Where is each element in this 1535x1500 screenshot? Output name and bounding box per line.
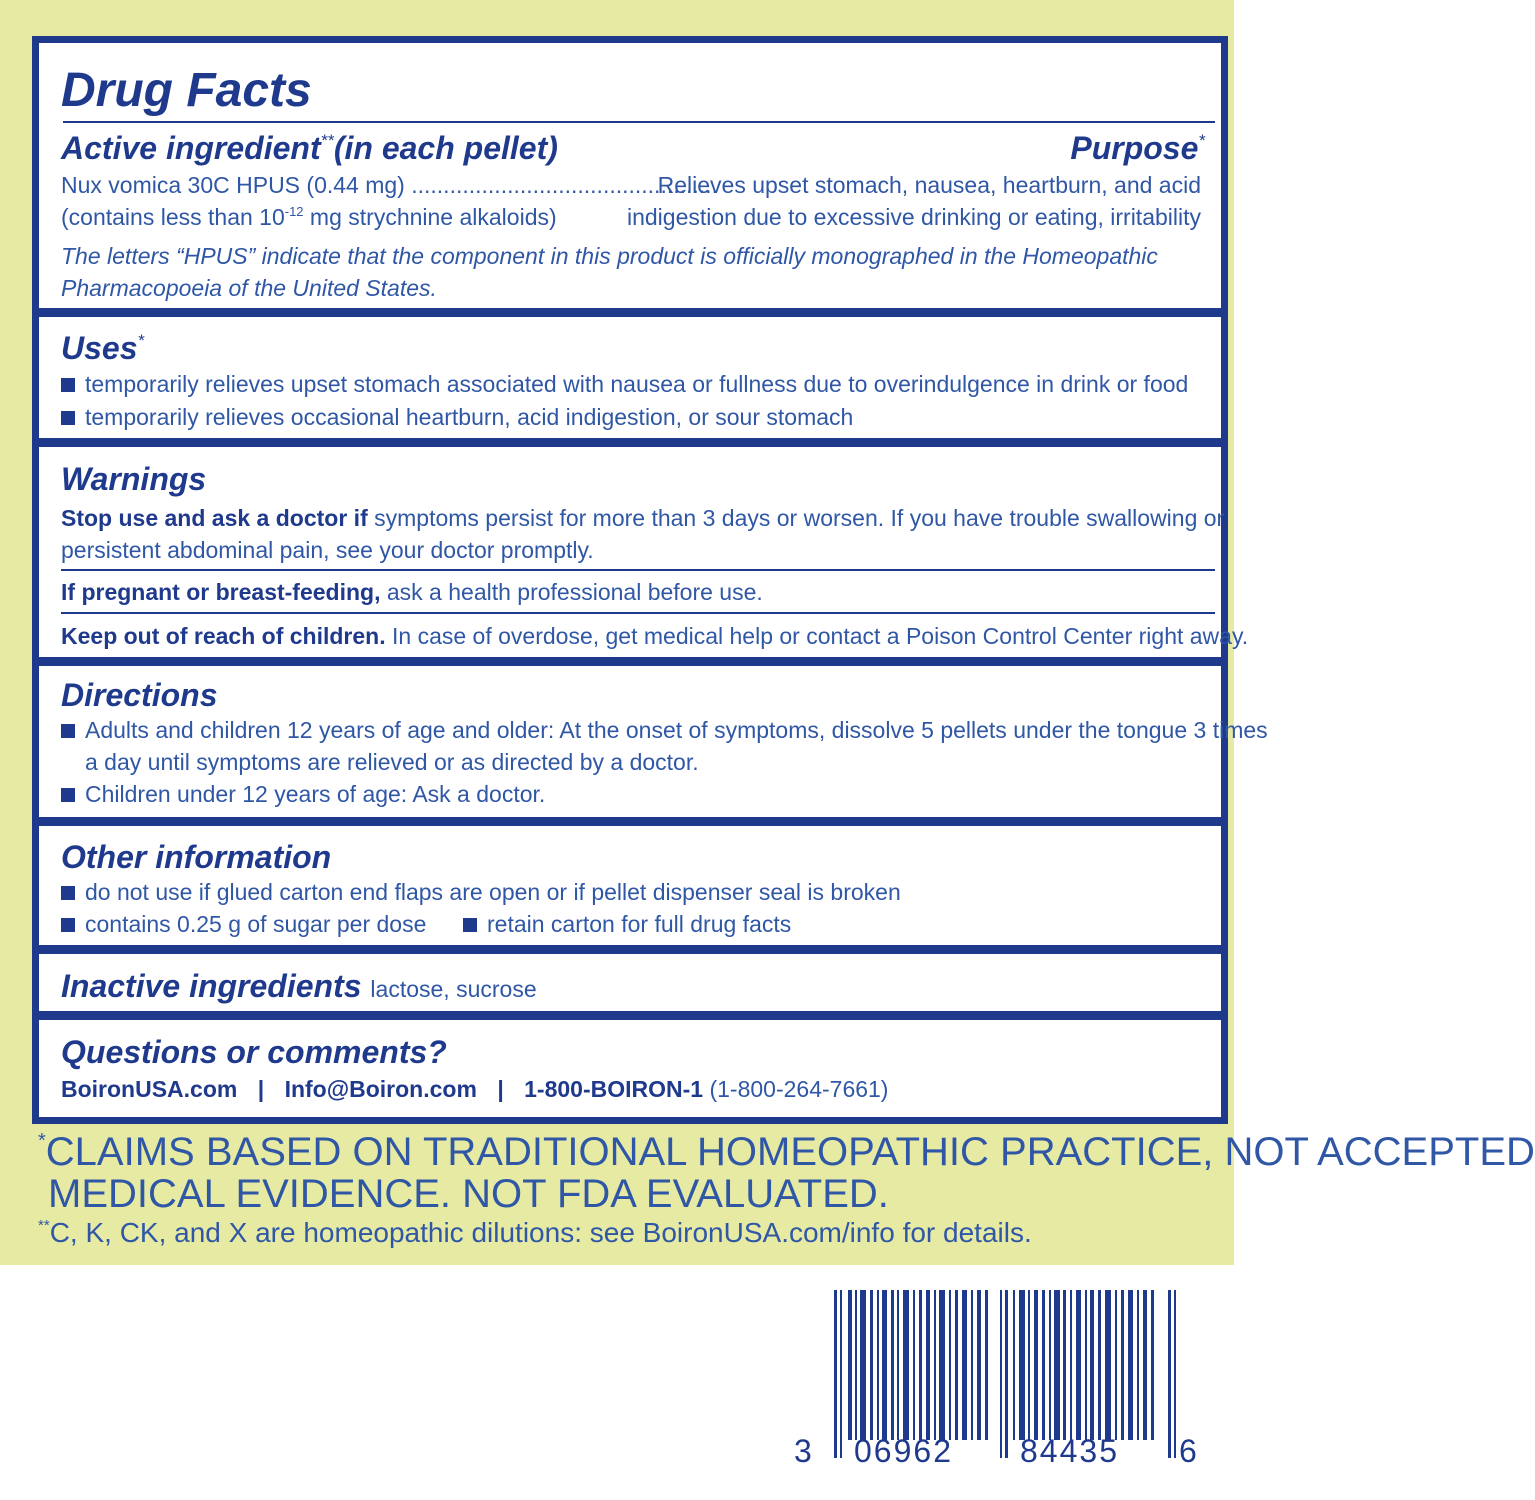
title-rule <box>63 121 1215 123</box>
uses-item: temporarily relieves occasional heartburn, acid indigestion, or sour stomach <box>61 402 853 433</box>
warning-stop-use-cont: persistent abdominal pain, see your doctor promptly. <box>61 537 594 563</box>
other-info-item: do not use if glued carton end flaps are open or if pellet dispenser seal is broken <box>61 877 901 908</box>
questions-heading: Questions or comments? <box>61 1034 447 1070</box>
bullet-icon <box>61 788 75 802</box>
hpus-note-line-2: Pharmacopoeia of the United States. <box>61 275 437 301</box>
inactive-ingredients: Inactive ingredients lactose, sucrose <box>61 968 537 1004</box>
other-info-item: retain carton for full drug facts <box>463 909 791 940</box>
warning-stop-use: Stop use and ask a doctor if symptoms persist for more than 3 days or worsen. If you have trouble swallowing or <box>61 505 1225 531</box>
email-link[interactable]: Info@Boiron.com <box>284 1076 477 1102</box>
section-separator <box>39 308 1221 317</box>
directions-item-cont: a day until symptoms are relieved or as directed by a doctor. <box>85 749 699 775</box>
warning-pregnant: If pregnant or breast-feeding, ask a health professional before use. <box>61 579 763 605</box>
drug-facts-title: Drug Facts <box>61 64 312 117</box>
hpus-note-line-1: The letters “HPUS” indicate that the component in this product is officially monographed in the Homeopathic <box>61 243 1158 269</box>
bullet-icon <box>463 918 477 932</box>
directions-item: Adults and children 12 years of age and older: At the onset of symptoms, dissolve 5 pellets under the tongue 3 times <box>61 715 1268 746</box>
active-ingredient-name: Nux vomica 30C HPUS (0.44 mg) ................................................ <box>61 172 718 198</box>
warnings-heading: Warnings <box>61 461 207 497</box>
phone-numeric: (1-800-264-7661) <box>709 1076 889 1102</box>
website-link[interactable]: BoironUSA.com <box>61 1076 238 1102</box>
bullet-icon <box>61 411 75 425</box>
dilution-footnote: **C, K, CK, and X are homeopathic dilutions: see BoironUSA.com/info for details. <box>38 1217 1032 1248</box>
claims-disclaimer-cont: MEDICAL EVIDENCE. NOT FDA EVALUATED. <box>48 1172 889 1216</box>
section-separator <box>39 945 1221 954</box>
purpose-heading: Purpose* <box>1070 130 1205 166</box>
bullet-icon <box>61 378 75 392</box>
uses-item: temporarily relieves upset stomach associated with nausea or fullness due to overindulgence in drink or food <box>61 369 1188 400</box>
purpose-line-2: indigestion due to excessive drinking or eating, irritability <box>626 204 1201 230</box>
active-ingredient-heading: Active ingredient**(in each pellet) <box>61 130 558 166</box>
barcode-digit-right: 6 <box>1179 1433 1197 1469</box>
contact-line: BoironUSA.com | Info@Boiron.com | 1-800-BOIRON-1 (1-800-264-7661) <box>61 1076 889 1102</box>
barcode-digits-group-2: 84435 <box>1020 1433 1119 1469</box>
bullet-icon <box>61 886 75 900</box>
directions-heading: Directions <box>61 677 218 713</box>
bullet-icon <box>61 918 75 932</box>
bullet-icon <box>61 724 75 738</box>
other-info-item: contains 0.25 g of sugar per dose <box>61 909 426 940</box>
warning-rule <box>61 612 1215 614</box>
directions-item: Children under 12 years of age: Ask a doctor. <box>61 779 545 810</box>
drug-facts-box <box>32 36 1268 1124</box>
section-separator <box>39 817 1221 826</box>
claims-disclaimer: *CLAIMS BASED ON TRADITIONAL HOMEOPATHIC PRACTICE, NOT ACCEPTED <box>38 1130 1535 1174</box>
section-separator <box>39 1011 1221 1020</box>
uses-heading: Uses* <box>61 330 145 366</box>
barcode-digit-left: 3 <box>794 1433 812 1469</box>
dot-leader: ................................................ <box>411 172 718 198</box>
section-separator <box>39 438 1221 447</box>
warning-keep-out: Keep out of reach of children. In case of overdose, get medical help or contact a Poison Control Center right away. <box>61 623 1249 649</box>
ingredient-note: (contains less than $10^{-12}$ mg strychnine alkaloids) <box>61 204 557 230</box>
warning-rule <box>61 569 1215 571</box>
purpose-line-1: Relieves upset stomach, nausea, heartburn, and acid <box>657 172 1201 198</box>
barcode <box>794 1290 1197 1469</box>
barcode-digits-group-1: 06962 <box>854 1433 953 1469</box>
other-info-heading: Other information <box>61 839 332 875</box>
phone-number[interactable]: 1-800-BOIRON-1 <box>524 1076 704 1102</box>
section-separator <box>39 657 1221 666</box>
